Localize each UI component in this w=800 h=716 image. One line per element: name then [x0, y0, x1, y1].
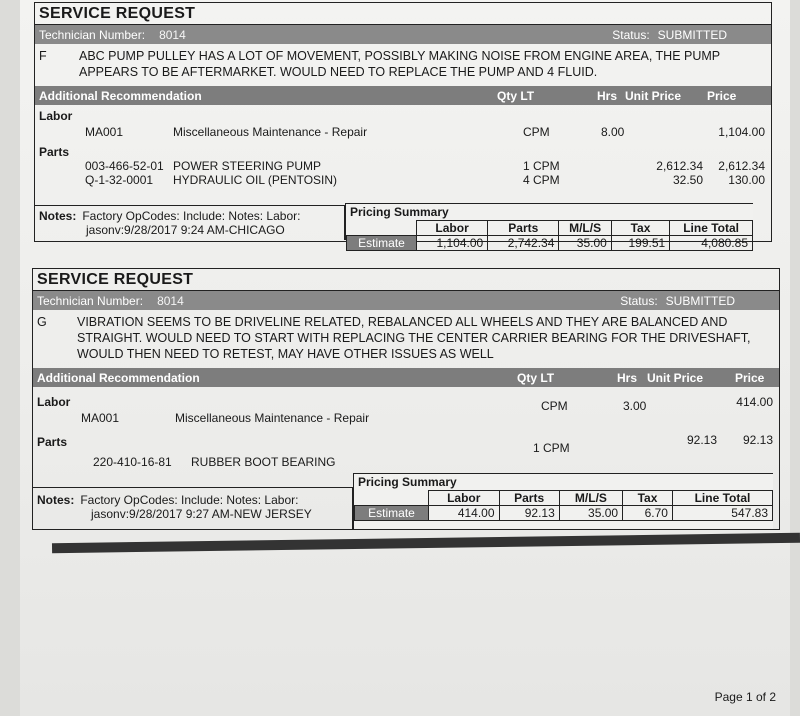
pricing-tax: 199.51 [611, 236, 669, 251]
col-qty-header: Qty LT [517, 370, 555, 385]
col-unit-header: Unit Price [625, 88, 682, 103]
status [604, 28, 727, 42]
pricing-summary-title: Pricing Summary [358, 475, 457, 489]
concern-description [33, 310, 779, 368]
notes-line-2: jasonv:9/28/2017 9:24 AM-CHICAGO [86, 223, 285, 237]
technician-number: 8014 [159, 27, 186, 42]
labor-desc: Miscellaneous Maintenance - Repair [175, 411, 370, 425]
col-hrs-header: Hrs [597, 88, 618, 103]
parts-label: Parts [39, 145, 70, 159]
technician-bar [33, 291, 779, 310]
notes-line-2: jasonv:9/28/2017 9:27 AM-NEW JERSEY [91, 507, 312, 521]
notes-line-1: Factory OpCodes: Include: Notes: Labor: [80, 493, 299, 507]
labor-price: 414.00 [736, 395, 773, 409]
concern-letter: G [37, 315, 47, 329]
pricing-summary [345, 203, 753, 250]
recommendation-header [35, 86, 771, 105]
pricing-summary [353, 473, 773, 529]
notes-label: Notes: [37, 493, 75, 507]
labor-label: Labor [39, 109, 73, 123]
labor-line [35, 125, 771, 139]
document-page [20, 0, 790, 716]
col-price-header: Price [735, 370, 765, 385]
col-hrs-header: Hrs [617, 370, 638, 385]
labor-code: MA001 [81, 411, 120, 425]
labor-label: Labor [37, 395, 71, 409]
concern-text: VIBRATION SEEMS TO BE DRIVELINE RELATED, REBALANCED ALL WHEELS AND THEY ARE BALANCED AND STRAIGHT. WOULD NEED TO START WITH REPLACING THE CENTER CARRIER BEARING FOR THE DRIVESHAFT, WOULD THEN NEED TO RETEST, MAY HAVE OTHER ISSUES AS WELL [77, 315, 751, 361]
concern-description [35, 44, 771, 86]
technician-number: 8014 [157, 293, 184, 308]
pricing-summary-title: Pricing Summary [350, 205, 449, 219]
pricing-header-tax: Tax [623, 491, 673, 506]
part-unit-price: 32.50 [672, 173, 703, 187]
parts-label: Parts [37, 435, 68, 449]
pricing-header-labor: Labor [429, 491, 500, 506]
part-line [35, 173, 771, 187]
labor-code: MA001 [85, 125, 124, 139]
technician-label: Technician Number: [37, 293, 144, 308]
part-desc: HYDRAULIC OIL (PENTOSIN) [173, 173, 338, 187]
pricing-mls: 35.00 [559, 506, 622, 521]
pricing-mls: 35.00 [559, 236, 611, 251]
technician-label: Technician Number: [39, 27, 146, 42]
pricing-row-label: Estimate [355, 506, 429, 521]
part-price: 2,612.34 [718, 159, 765, 173]
part-price: 92.13 [742, 433, 773, 447]
recommendation-title: Additional Recommendation [39, 88, 202, 103]
pricing-header-mls: M/L/S [559, 491, 622, 506]
recommendation-title: Additional Recommendation [37, 370, 200, 385]
concern-letter: F [39, 49, 47, 63]
pricing-header-mls: M/L/S [559, 221, 611, 236]
notes-box [33, 487, 353, 529]
concern-text: ABC PUMP PULLEY HAS A LOT OF MOVEMENT, POSSIBLY MAKING NOISE FROM ENGINE AREA, THE PUMP APPEARS TO BE AFTERMARKET. WOULD NEED TO REPLACE THE PUMP AND 4 FLUID. [79, 49, 720, 79]
part-desc: RUBBER BOOT BEARING [191, 455, 336, 469]
status-value: SUBMITTED [657, 27, 727, 42]
labor-hrs: 8.00 [601, 125, 625, 139]
service-request-f [34, 2, 772, 250]
technician-bar [35, 25, 771, 44]
pricing-header-parts: Parts [499, 491, 559, 506]
status [612, 294, 735, 308]
part-unit-price: 92.13 [686, 433, 717, 447]
part-desc: POWER STEERING PUMP [173, 159, 322, 173]
pricing-labor: 1,104.00 [417, 236, 488, 251]
status-label: Status: [620, 293, 658, 308]
pricing-line-total: 4,080.85 [670, 236, 753, 251]
part-price: 130.00 [728, 173, 765, 187]
part-qty: 1 CPM [533, 441, 570, 455]
status-value: SUBMITTED [665, 293, 735, 308]
pricing-tax: 6.70 [623, 506, 673, 521]
col-unit-header: Unit Price [647, 370, 704, 385]
notes-line-1: Factory OpCodes: Include: Notes: Labor: [82, 209, 301, 223]
recommendation-header [33, 368, 779, 387]
pricing-header-line-total: Line Total [670, 221, 753, 236]
part-line [35, 159, 771, 173]
pricing-parts: 2,742.34 [488, 236, 559, 251]
col-qty-header: Qty LT [497, 88, 535, 103]
pricing-header-labor: Labor [417, 221, 488, 236]
part-unit-price: 2,612.34 [656, 159, 703, 173]
pricing-header-line-total: Line Total [672, 491, 772, 506]
part-number: Q-1-32-0001 [85, 173, 154, 187]
labor-qty: CPM [523, 125, 550, 139]
col-price-header: Price [707, 88, 737, 103]
pricing-parts: 92.13 [499, 506, 559, 521]
pricing-line-total: 547.83 [672, 506, 772, 521]
service-request-title: SERVICE REQUEST [35, 3, 771, 25]
service-request-g [32, 268, 780, 530]
notes-label: Notes: [39, 209, 77, 223]
pricing-header-parts: Parts [488, 221, 559, 236]
part-qty: 4 CPM [523, 173, 560, 187]
labor-hrs: 3.00 [623, 399, 647, 413]
page-number: Page 1 of 2 [714, 690, 776, 704]
pricing-header-tax: Tax [611, 221, 669, 236]
part-number: 220-410-16-81 [93, 455, 172, 469]
notes-box [35, 205, 345, 240]
labor-desc: Miscellaneous Maintenance - Repair [173, 125, 368, 139]
status-label: Status: [612, 27, 650, 42]
part-number: 003-466-52-01 [85, 159, 164, 173]
section-divider-bar [52, 533, 800, 553]
pricing-labor: 414.00 [429, 506, 500, 521]
part-qty: 1 CPM [523, 159, 560, 173]
service-request-title: SERVICE REQUEST [33, 269, 779, 291]
labor-price: 1,104.00 [718, 125, 765, 139]
pricing-row-label: Estimate [347, 236, 417, 251]
labor-qty: CPM [541, 399, 568, 413]
